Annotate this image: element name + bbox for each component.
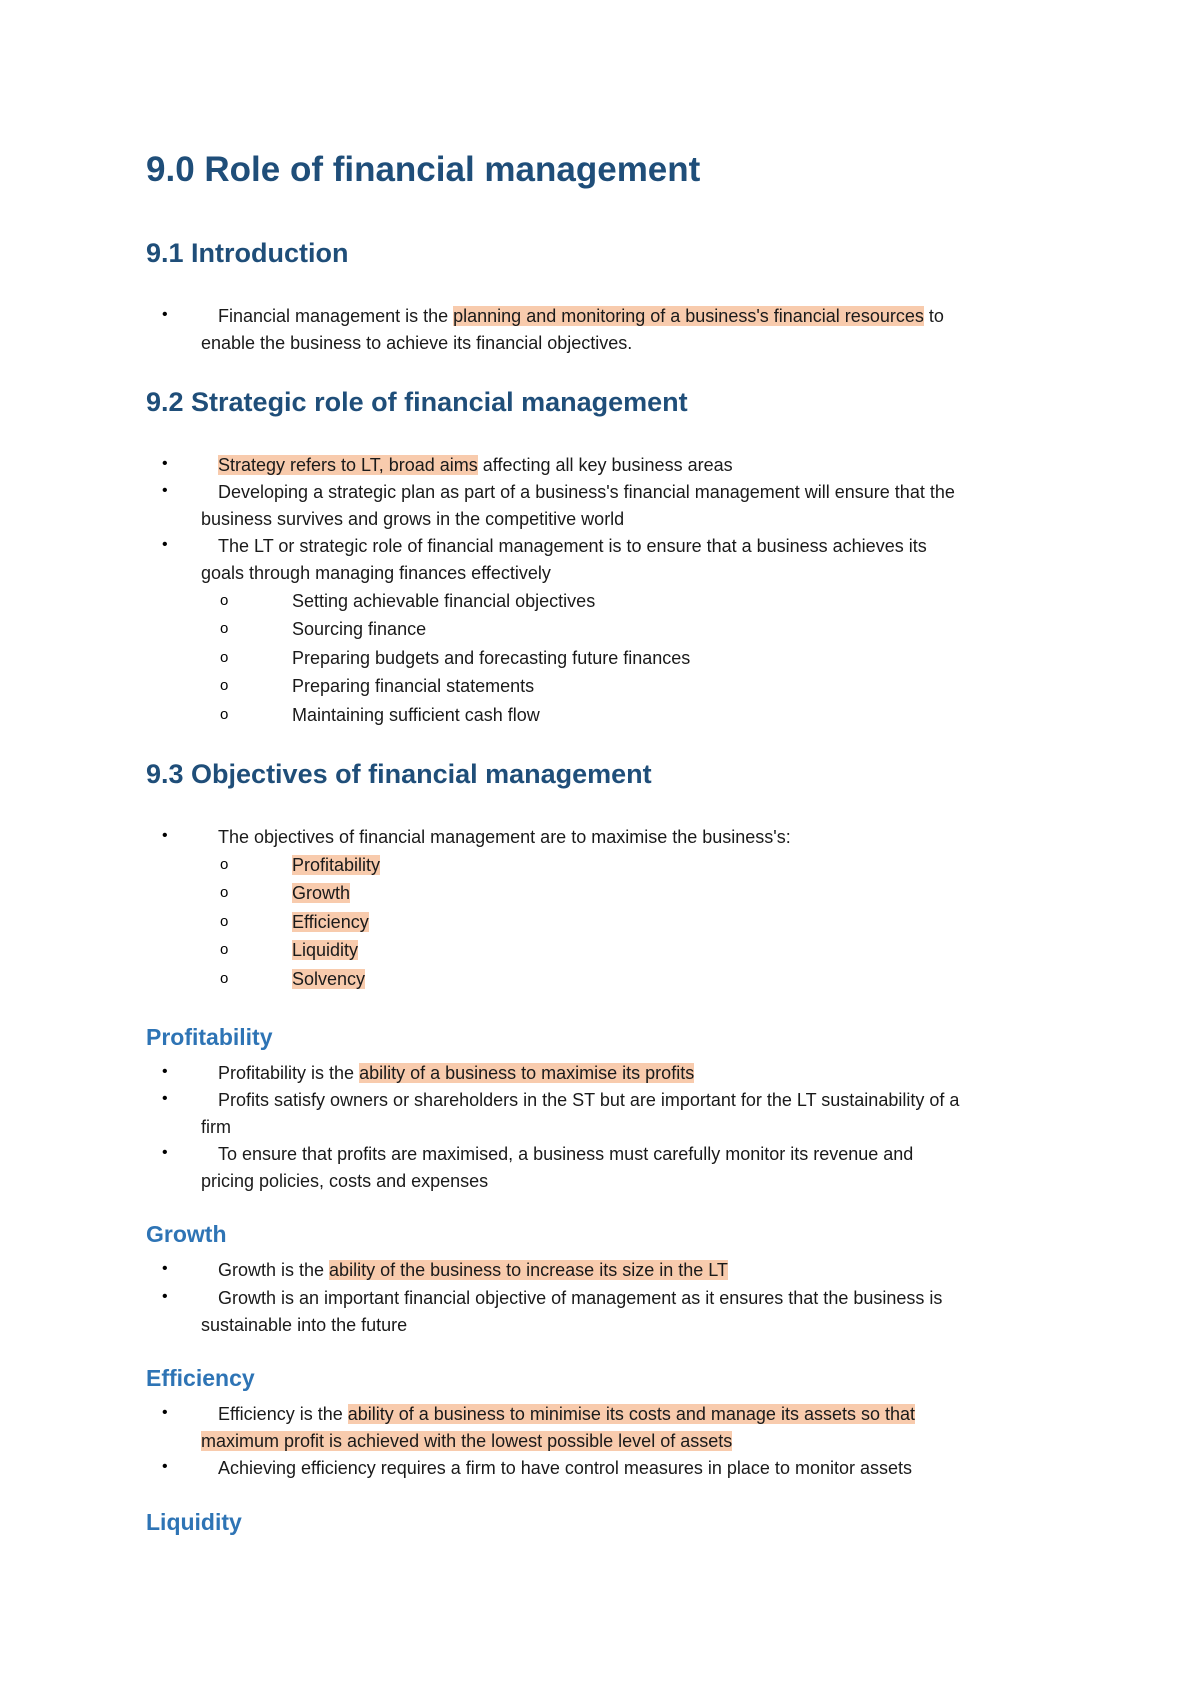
efficiency-bullet-2: Achieving efficiency requires a firm to have control measures in place to monitor assets [218, 1458, 912, 1478]
strategic-sub-item: Sourcing finance [292, 619, 427, 639]
objective-item [292, 910, 369, 934]
highlight: Efficiency [292, 912, 369, 932]
strategic-bullet-2-line2: business survives and grows in the competitive world [201, 509, 625, 529]
intro-bullet-line2: enable the business to achieve its financial objectives. [201, 333, 633, 353]
subheading-profitability: Profitability [146, 1024, 273, 1050]
bullet-marker: • [162, 1458, 168, 1475]
sub-bullet-marker: o [220, 913, 229, 930]
strategic-sub-item: Preparing budgets and forecasting future finances [292, 648, 691, 668]
highlight: planning and monitoring of a business's financial resources [453, 306, 924, 326]
strategic-bullet-3-line1: The LT or strategic role of financial management is to ensure that a business achieves its [218, 536, 927, 556]
efficiency-bullet-1-line1: Efficiency is the ability of a business to minimise its costs and manage its assets so that [218, 1404, 915, 1424]
subheading-liquidity: Liquidity [146, 1509, 242, 1535]
strategic-sub-item: Maintaining sufficient cash flow [292, 705, 540, 725]
sub-bullet-marker: o [220, 677, 229, 694]
profitability-bullet-2-line1: Profits satisfy owners or shareholders in the ST but are important for the LT sustainability of a [218, 1090, 960, 1110]
highlight: Growth [292, 883, 351, 903]
sub-bullet-marker: o [220, 592, 229, 609]
objectives-bullet: The objectives of financial management are to maximise the business's: [218, 827, 791, 847]
sub-bullet-marker: o [220, 620, 229, 637]
profitability-bullet-2-line2: firm [201, 1117, 231, 1137]
highlight: ability of the business to increase its size in the LT [329, 1260, 728, 1280]
objective-item [292, 853, 380, 877]
strategic-bullet-2-line1: Developing a strategic plan as part of a business's financial management will ensure that the [218, 482, 955, 502]
sub-bullet-marker: o [220, 649, 229, 666]
sub-bullet-marker: o [220, 884, 229, 901]
highlight: ability of a business to maximise its profits [359, 1063, 695, 1083]
highlight: Profitability [292, 855, 381, 875]
strategic-sub-item: Preparing financial statements [292, 676, 535, 696]
strategic-sub-item: Setting achievable financial objectives [292, 591, 596, 611]
highlight: Liquidity [292, 940, 359, 960]
objective-item [292, 938, 358, 962]
strategic-bullet-1: Strategy refers to LT, broad aims affecting all key business areas [218, 455, 733, 475]
bullet-marker: • [162, 1404, 168, 1421]
objective-item [292, 881, 350, 905]
growth-bullet-1: Growth is the ability of the business to increase its size in the LT [218, 1260, 728, 1280]
bullet-marker: • [162, 306, 168, 323]
bullet-marker: • [162, 482, 168, 499]
sub-bullet-marker: o [220, 706, 229, 723]
subheading-efficiency: Efficiency [146, 1365, 255, 1391]
highlight: ability of a business to minimise its costs and manage its assets so that [347, 1404, 915, 1424]
bullet-marker: • [162, 455, 168, 472]
efficiency-bullet-1-line2 [201, 1429, 732, 1453]
bullet-marker: • [162, 536, 168, 553]
sub-bullet-marker: o [220, 970, 229, 987]
page-title: 9.0 Role of financial management [146, 150, 701, 189]
highlight: maximum profit is achieved with the lowest possible level of assets [201, 1431, 733, 1451]
profitability-bullet-1: Profitability is the ability of a business to maximise its profits [218, 1063, 695, 1083]
highlight: Solvency [292, 969, 366, 989]
bullet-marker: • [162, 1090, 168, 1107]
section-heading-introduction: 9.1 Introduction [146, 238, 349, 268]
section-heading-objectives: 9.3 Objectives of financial management [146, 759, 652, 789]
bullet-marker: • [162, 827, 168, 844]
bullet-marker: • [162, 1260, 168, 1277]
intro-bullet-line1: Financial management is the planning and monitoring of a business's financial resources to [218, 306, 944, 326]
sub-bullet-marker: o [220, 941, 229, 958]
bullet-marker: • [162, 1288, 168, 1305]
bullet-marker: • [162, 1144, 168, 1161]
profitability-bullet-3-line1: To ensure that profits are maximised, a business must carefully monitor its revenue and [218, 1144, 914, 1164]
objective-item [292, 967, 365, 991]
bullet-marker: • [162, 1063, 168, 1080]
growth-bullet-2-line1: Growth is an important financial objective of management as it ensures that the business is [218, 1288, 943, 1308]
strategic-bullet-3-line2: goals through managing finances effectively [201, 563, 551, 583]
sub-bullet-marker: o [220, 856, 229, 873]
section-heading-strategic-role: 9.2 Strategic role of financial management [146, 387, 688, 417]
subheading-growth: Growth [146, 1221, 227, 1247]
growth-bullet-2-line2: sustainable into the future [201, 1315, 408, 1335]
highlight: Strategy refers to LT, broad aims [218, 455, 478, 475]
profitability-bullet-3-line2: pricing policies, costs and expenses [201, 1171, 489, 1191]
